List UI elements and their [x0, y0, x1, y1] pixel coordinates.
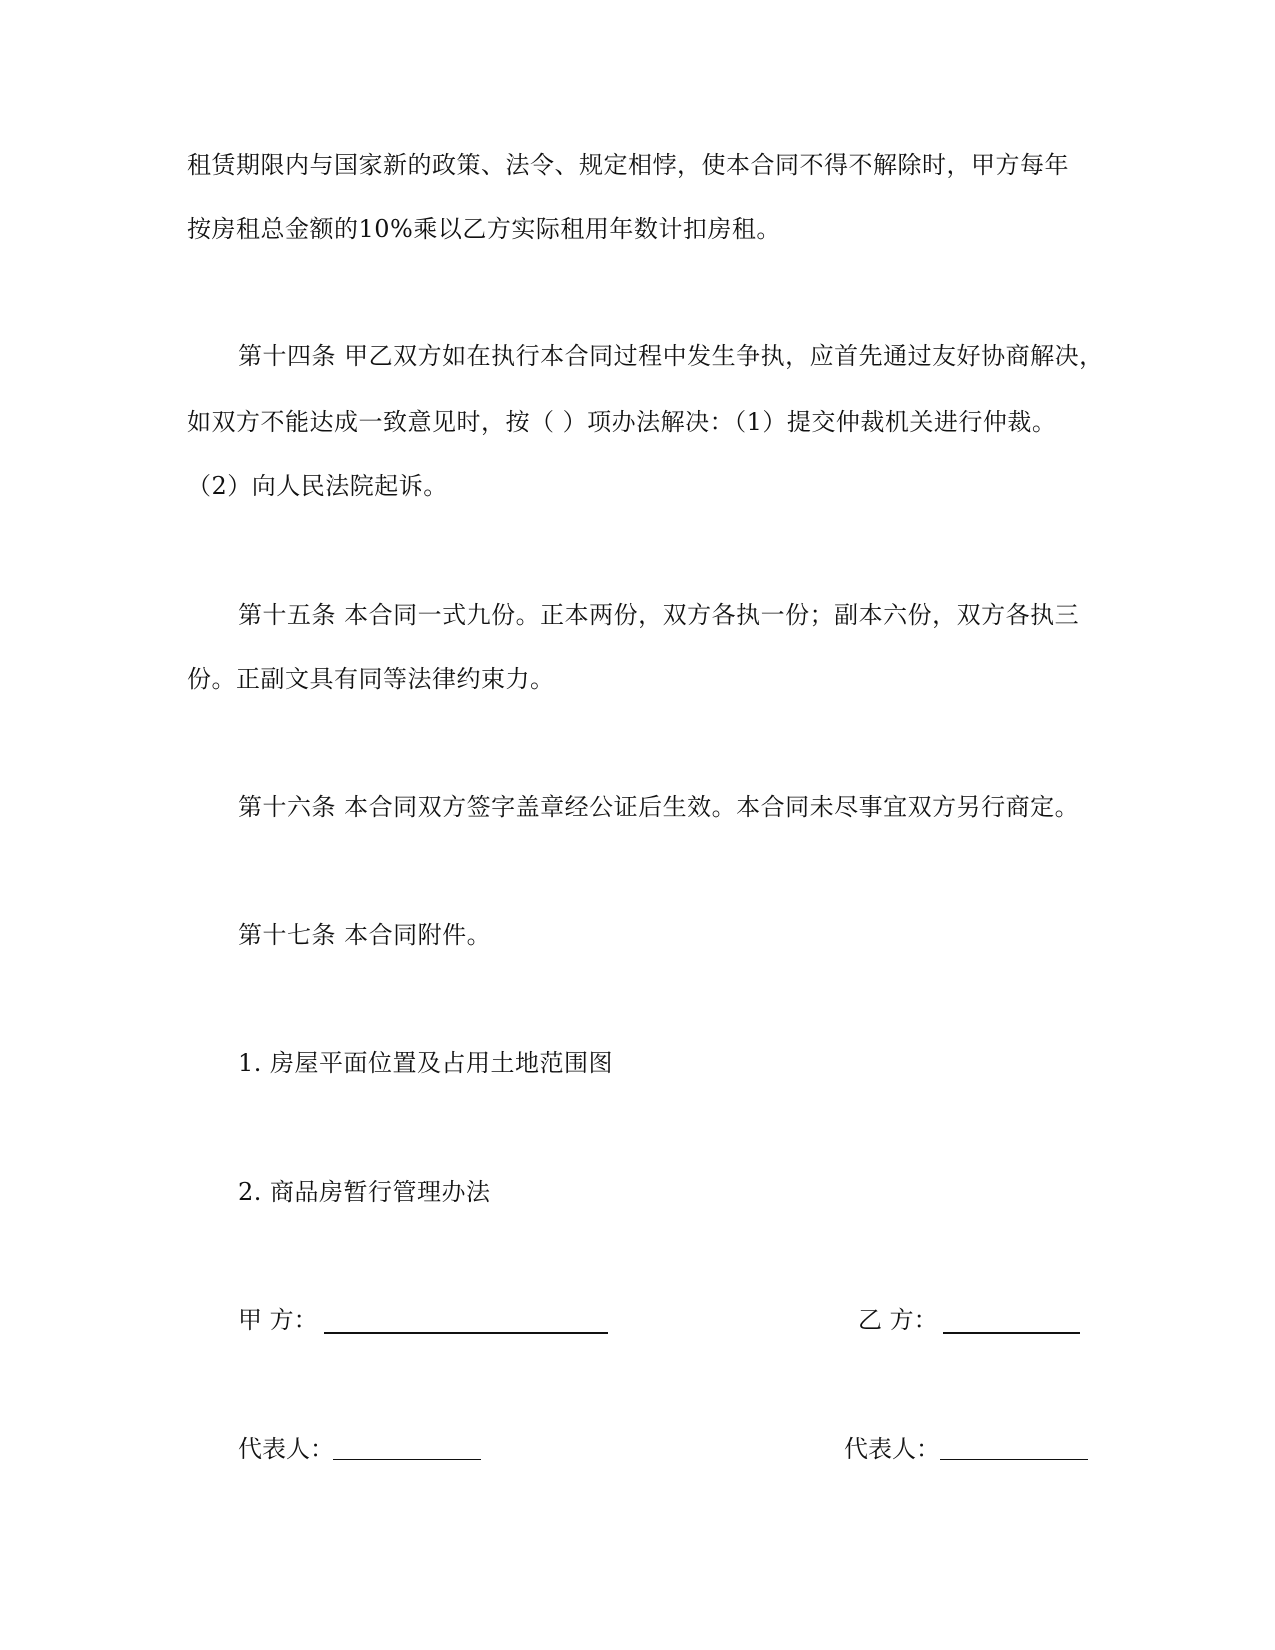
attachment-item: 1. 房屋平面位置及占用土地范围图 — [238, 1049, 614, 1077]
attachment-item: 2. 商品房暂行管理办法 — [238, 1178, 491, 1206]
article-14-line: 第十四条 甲乙双方如在执行本合同过程中发生争执，应首先通过友好协商解决， — [238, 342, 1104, 370]
article-15-line: 份。正副文具有同等法律约束力。 — [187, 665, 555, 693]
paragraph-line: 租赁期限内与国家新的政策、法令、规定相悖，使本合同不得不解除时，甲方每年 — [187, 151, 1069, 179]
article-17: 第十七条 本合同附件。 — [238, 921, 492, 949]
party-a-label: 甲 方： — [238, 1306, 318, 1334]
article-16: 第十六条 本合同双方签字盖章经公证后生效。本合同未尽事宜双方另行商定。 — [238, 793, 1080, 821]
article-14-line: （2）向人民法院起诉。 — [187, 472, 448, 500]
representative-b-label: 代表人： — [844, 1435, 940, 1463]
paragraph-line: 按房租总金额的10%乘以乙方实际租用年数计扣房租。 — [187, 215, 781, 243]
representative-a-signature-line — [333, 1459, 481, 1460]
representative-b-signature-line — [940, 1459, 1088, 1460]
representative-a-label: 代表人： — [238, 1435, 334, 1463]
party-b-signature-line — [943, 1332, 1080, 1334]
party-b-label: 乙 方： — [858, 1306, 938, 1334]
article-15-line: 第十五条 本合同一式九份。正本两份，双方各执一份；副本六份，双方各执三 — [238, 601, 1080, 629]
party-a-signature-line — [324, 1332, 608, 1334]
article-14-line: 如双方不能达成一致意见时，按（ ）项办法解决：（1）提交仲裁机关进行仲裁。 — [187, 408, 1057, 436]
